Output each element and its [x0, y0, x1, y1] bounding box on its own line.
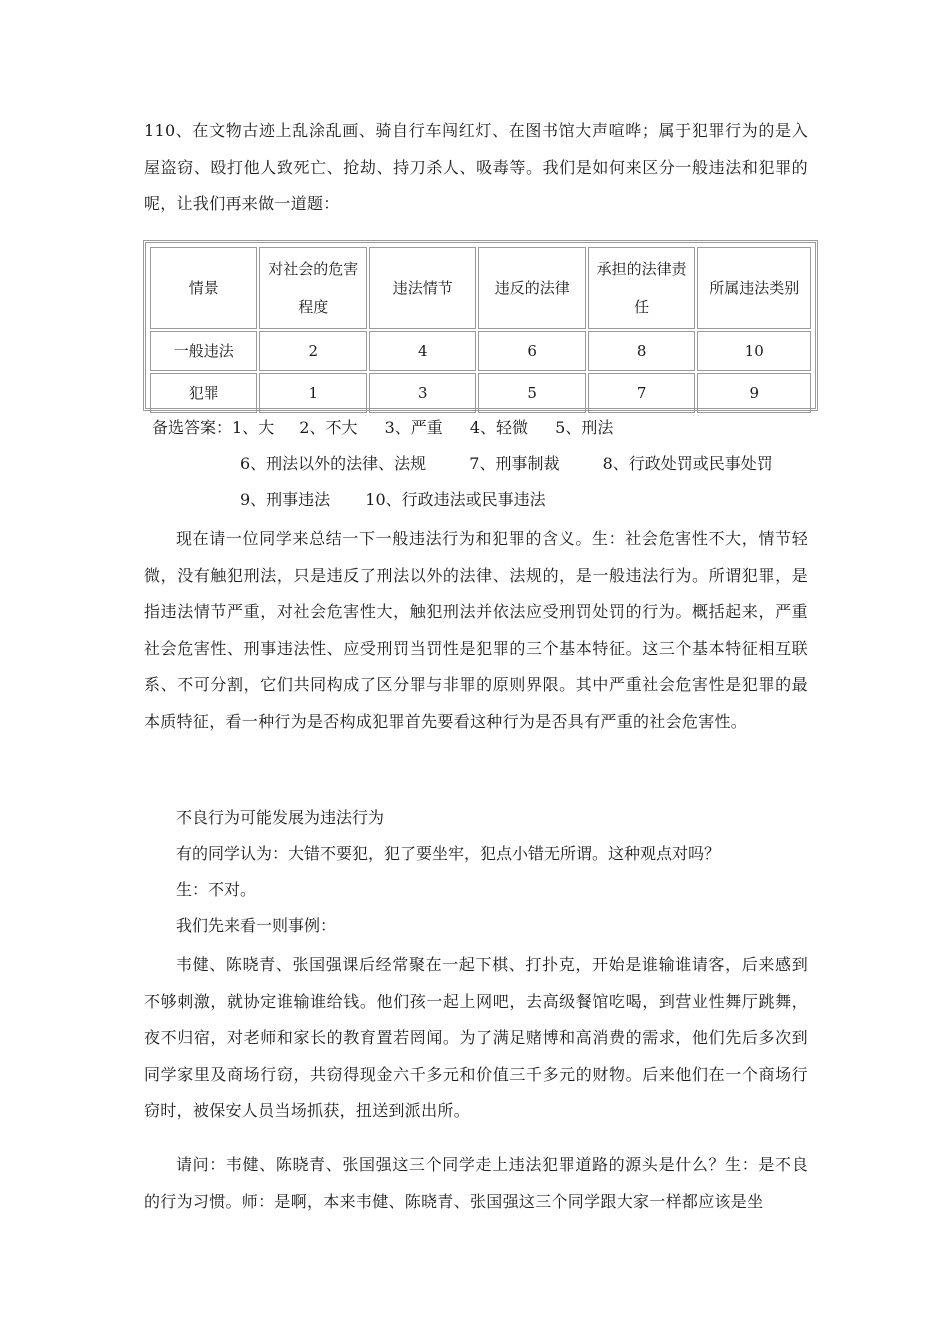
table-header-cell: 对社会的危害程度 — [259, 247, 366, 329]
table-header-cell: 违反的法律 — [478, 247, 585, 329]
answer-option: 8、行政处罚或民事处罚 — [602, 454, 773, 473]
answer-option: 4、轻微 — [469, 418, 529, 437]
table-cell: 8 — [588, 331, 695, 371]
table-row — [150, 331, 811, 371]
answer-option: 6、刑法以外的法律、法规 — [240, 454, 427, 473]
table-header-cell: 所属违法类别 — [697, 247, 811, 329]
table-cell: 1 — [259, 373, 366, 413]
answer-options-line-2 — [240, 452, 773, 476]
final-paragraph: 请问：韦健、陈晓青、张国强这三个同学走上违法犯罪道路的源头是什么？生：是不良的行为习惯。师：是啊，本来韦健、陈晓青、张国强这三个同学跟大家一样都应该是坐 — [144, 1155, 808, 1211]
answer-option: 5、刑法 — [555, 418, 614, 437]
table-row — [150, 373, 811, 413]
answer-options-line-3 — [240, 488, 546, 512]
table-header-cell: 承担的法律责任 — [588, 247, 695, 329]
comparison-table — [148, 245, 813, 415]
table-cell: 3 — [369, 373, 476, 413]
table-header-row — [150, 247, 811, 329]
comparison-table-frame — [143, 240, 818, 411]
answers-label: 备选答案： — [152, 418, 233, 437]
table-cell: 7 — [588, 373, 695, 413]
table-cell: 10 — [697, 331, 811, 371]
table-cell: 4 — [369, 331, 476, 371]
answer-option: 1、大 — [232, 418, 275, 437]
table-cell: 一般违法 — [150, 331, 257, 371]
table-header-cell: 情景 — [150, 247, 257, 329]
question-line: 有的同学认为：大错不要犯，犯了要坐牢，犯点小错无所谓。这种观点对吗？ — [176, 844, 721, 863]
answer-option: 2、不大 — [299, 418, 358, 437]
answer-option: 10、行政违法或民事违法 — [365, 490, 546, 509]
table-cell: 6 — [478, 331, 585, 371]
section-heading: 不良行为可能发展为违法行为 — [176, 808, 385, 827]
answer-option: 7、刑事制裁 — [469, 454, 560, 473]
intro-paragraph: 110、在文物古迹上乱涂乱画、骑自行车闯红灯、在图书馆大声喧哗；属于犯罪行为的是入屋盗窃、殴打他人致死亡、抢劫、持刀杀人、吸毒等。我们是如何来区分一般违法和犯罪的呢，让我们再来做一道题： — [144, 121, 808, 213]
table-cell: 9 — [697, 373, 811, 413]
student-answer-line: 生：不对。 — [176, 880, 257, 899]
table-header-cell: 违法情节 — [369, 247, 476, 329]
table-cell: 2 — [259, 331, 366, 371]
example-intro-line: 我们先来看一则事例： — [176, 916, 337, 935]
answer-option: 3、严重 — [384, 418, 443, 437]
summary-paragraph: 现在请一位同学来总结一下一般违法行为和犯罪的含义。生：社会危害性不大，情节轻微，没有触犯刑法，只是违反了刑法以外的法律、法规的，是一般违法行为。所谓犯罪，是指违法情节严重，对社会危害性大，触犯刑法并依法应受刑罚处罚的行为。概括起来，严重社会危害性、刑事违法性、应受刑罚当罚性是犯罪的三个基本特征。这三个基本特征相互联系、不可分割，它们共同构成了区分罪与非罪的原则界限。其中严重社会危害性是犯罪的最本质特征，看一种行为是否构成犯罪首先要看这种行为是否具有严重的社会危害性。 — [144, 529, 808, 731]
answer-option: 9、刑事违法 — [240, 490, 331, 509]
answer-options-line-1 — [152, 416, 613, 440]
table-cell: 犯罪 — [150, 373, 257, 413]
case-paragraph: 韦健、陈晓青、张国强课后经常聚在一起下棋、打扑克，开始是谁输谁请客，后来感到不够刺激，就协定谁输谁给钱。他们孩一起上网吧，去高级餐馆吃喝，到营业性舞厅跳舞，夜不归宿，对老师和家长的教育置若罔闻。为了满足赌博和高消费的需求，他们先后多次到同学家里及商场行窃，共窃得现金六千多元和价值三千多元的财物。后来他们在一个商场行窃时，被保安人员当场抓获，扭送到派出所。 — [144, 955, 808, 1120]
table-cell: 5 — [478, 373, 585, 413]
